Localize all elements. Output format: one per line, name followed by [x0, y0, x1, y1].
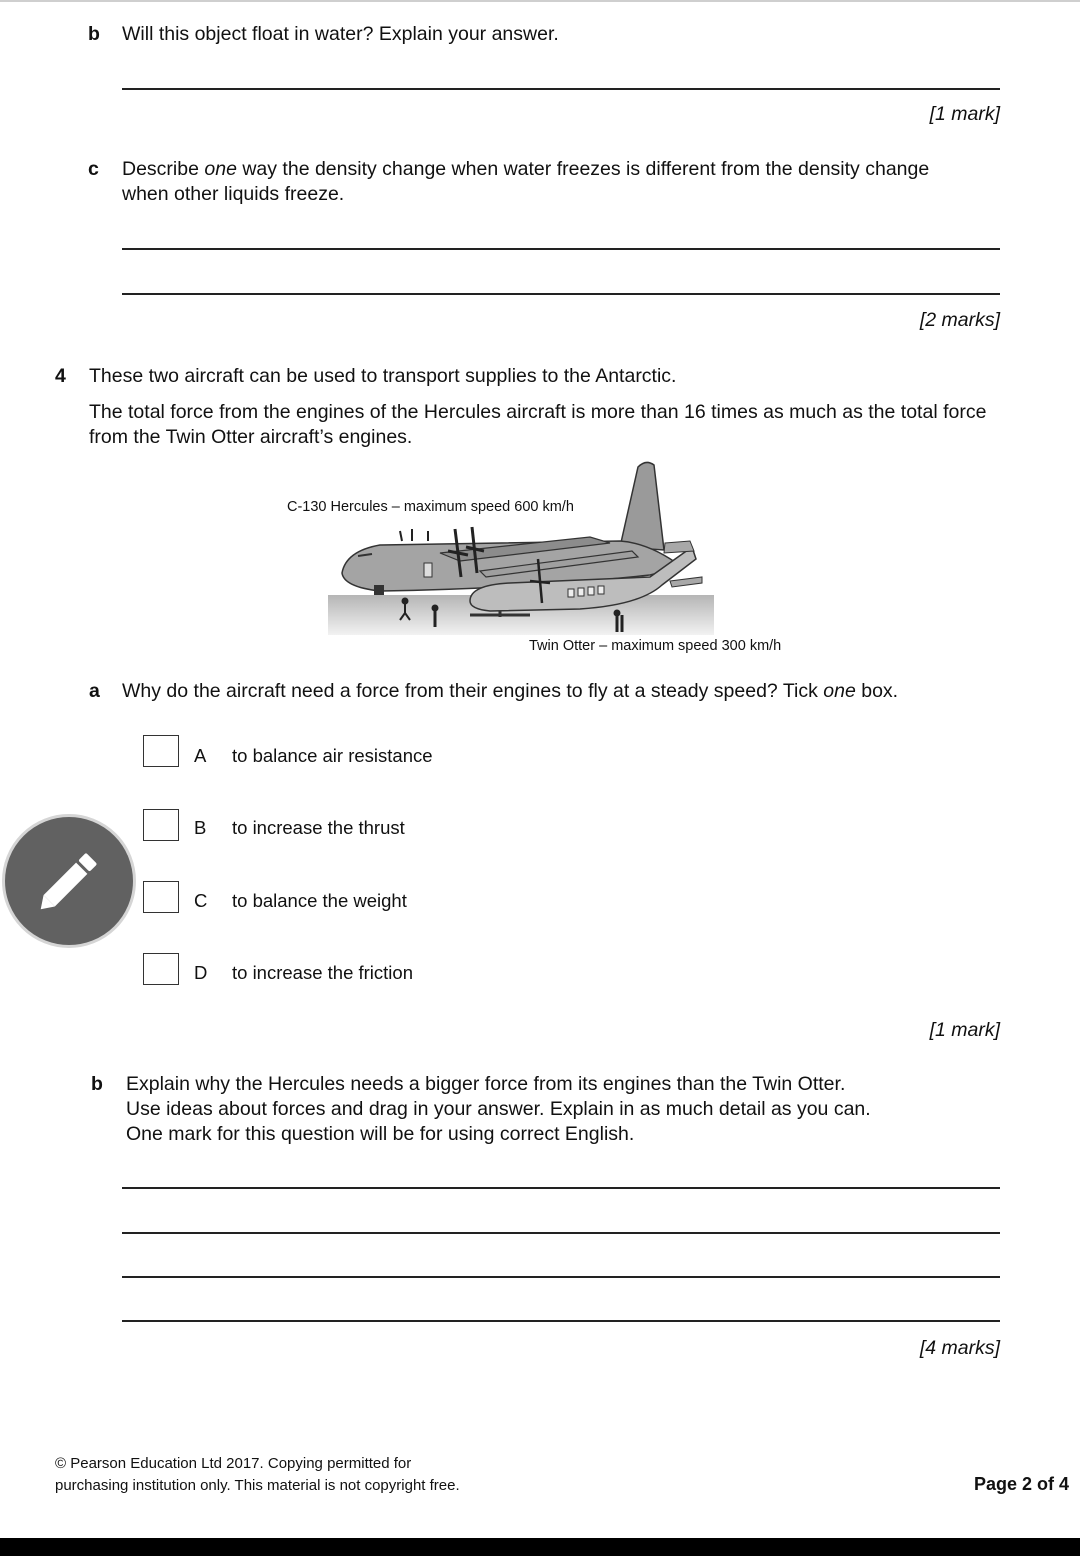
twin-otter-stabilizer — [670, 577, 702, 587]
q3c-marks: [2 marks] — [919, 309, 1000, 331]
option-c-text: to balance the weight — [232, 890, 407, 911]
twin-otter-tail — [664, 541, 694, 553]
q3b-text: Will this object float in water? Explain your answer. — [122, 23, 559, 45]
answer-line[interactable] — [122, 88, 1000, 90]
answer-line[interactable] — [122, 1276, 1000, 1278]
aircraft-illustration — [320, 455, 810, 660]
q4b-prompt — [91, 1072, 991, 1145]
q4a-letter: a — [89, 680, 100, 702]
tickbox-c[interactable] — [143, 881, 179, 913]
tickbox-a[interactable] — [143, 735, 179, 767]
q3c-prompt — [88, 157, 988, 205]
hercules-antennas — [400, 529, 428, 541]
copyright: © Pearson Education Ltd 2017. Copying permitted for purchasing institution only. This material is not copyright free. — [55, 1455, 460, 1494]
answer-line[interactable] — [122, 248, 1000, 250]
option-b-text: to increase the thrust — [232, 817, 405, 838]
q4a-text: Why do the aircraft need a force from their engines to fly at a steady speed? Tick one box. — [122, 680, 899, 702]
option-a-text: to balance air resistance — [232, 745, 433, 766]
tickbox-b[interactable] — [143, 809, 179, 841]
q4-paragraph: The total force from the engines of the Hercules aircraft is more than 16 times as much as the total force from the Twin Otter aircraft’s engines. — [89, 401, 987, 448]
option-a-letter: A — [194, 745, 207, 766]
option-c-letter: C — [194, 890, 208, 911]
q4b-letter: b — [91, 1073, 103, 1095]
pencil-edit-icon — [5, 817, 133, 945]
hercules-label: C-130 Hercules – maximum speed 600 km/h — [287, 499, 574, 515]
page-number: Page 2 of 4 — [973, 1474, 1069, 1494]
option-d-letter: D — [194, 962, 208, 983]
q3b-letter: b — [88, 23, 100, 45]
twin-otter-label: Twin Otter – maximum speed 300 km/h — [529, 638, 782, 654]
aircraft-figure — [287, 455, 810, 660]
top-divider — [0, 0, 1080, 2]
option-d-text: to increase the friction — [232, 962, 413, 983]
q4a-prompt — [89, 679, 899, 704]
answer-line[interactable] — [122, 293, 1000, 295]
answer-line[interactable] — [122, 1320, 1000, 1322]
edit-fab-button[interactable] — [2, 814, 136, 948]
q3b-prompt — [88, 22, 559, 47]
hercules-gear — [374, 585, 384, 595]
tickbox-d[interactable] — [143, 953, 179, 985]
q4b-text: Explain why the Hercules needs a bigger force from its engines than the Twin Otter. Use ideas about forces and drag in your answer. Explain in as much detail as you can. One mark for this question will be for using correct English. — [126, 1073, 871, 1145]
answer-line[interactable] — [122, 1232, 1000, 1234]
answer-line[interactable] — [122, 1187, 1000, 1189]
q3c-text: Describe one way the density change when water freezes is different from the density change when other liquids freeze. — [122, 158, 930, 205]
q4-number: 4 — [55, 365, 66, 387]
q3c-letter: c — [88, 158, 99, 180]
option-b-letter: B — [194, 817, 207, 838]
bottom-bar — [0, 1538, 1080, 1556]
q4a-marks: [1 mark] — [929, 1019, 1000, 1041]
q4-intro: These two aircraft can be used to transport supplies to the Antarctic. — [89, 365, 677, 387]
hercules-tail — [620, 462, 664, 550]
q4b-marks: [4 marks] — [919, 1337, 1000, 1359]
q3b-marks: [1 mark] — [929, 103, 1000, 125]
hercules-door — [424, 563, 432, 577]
